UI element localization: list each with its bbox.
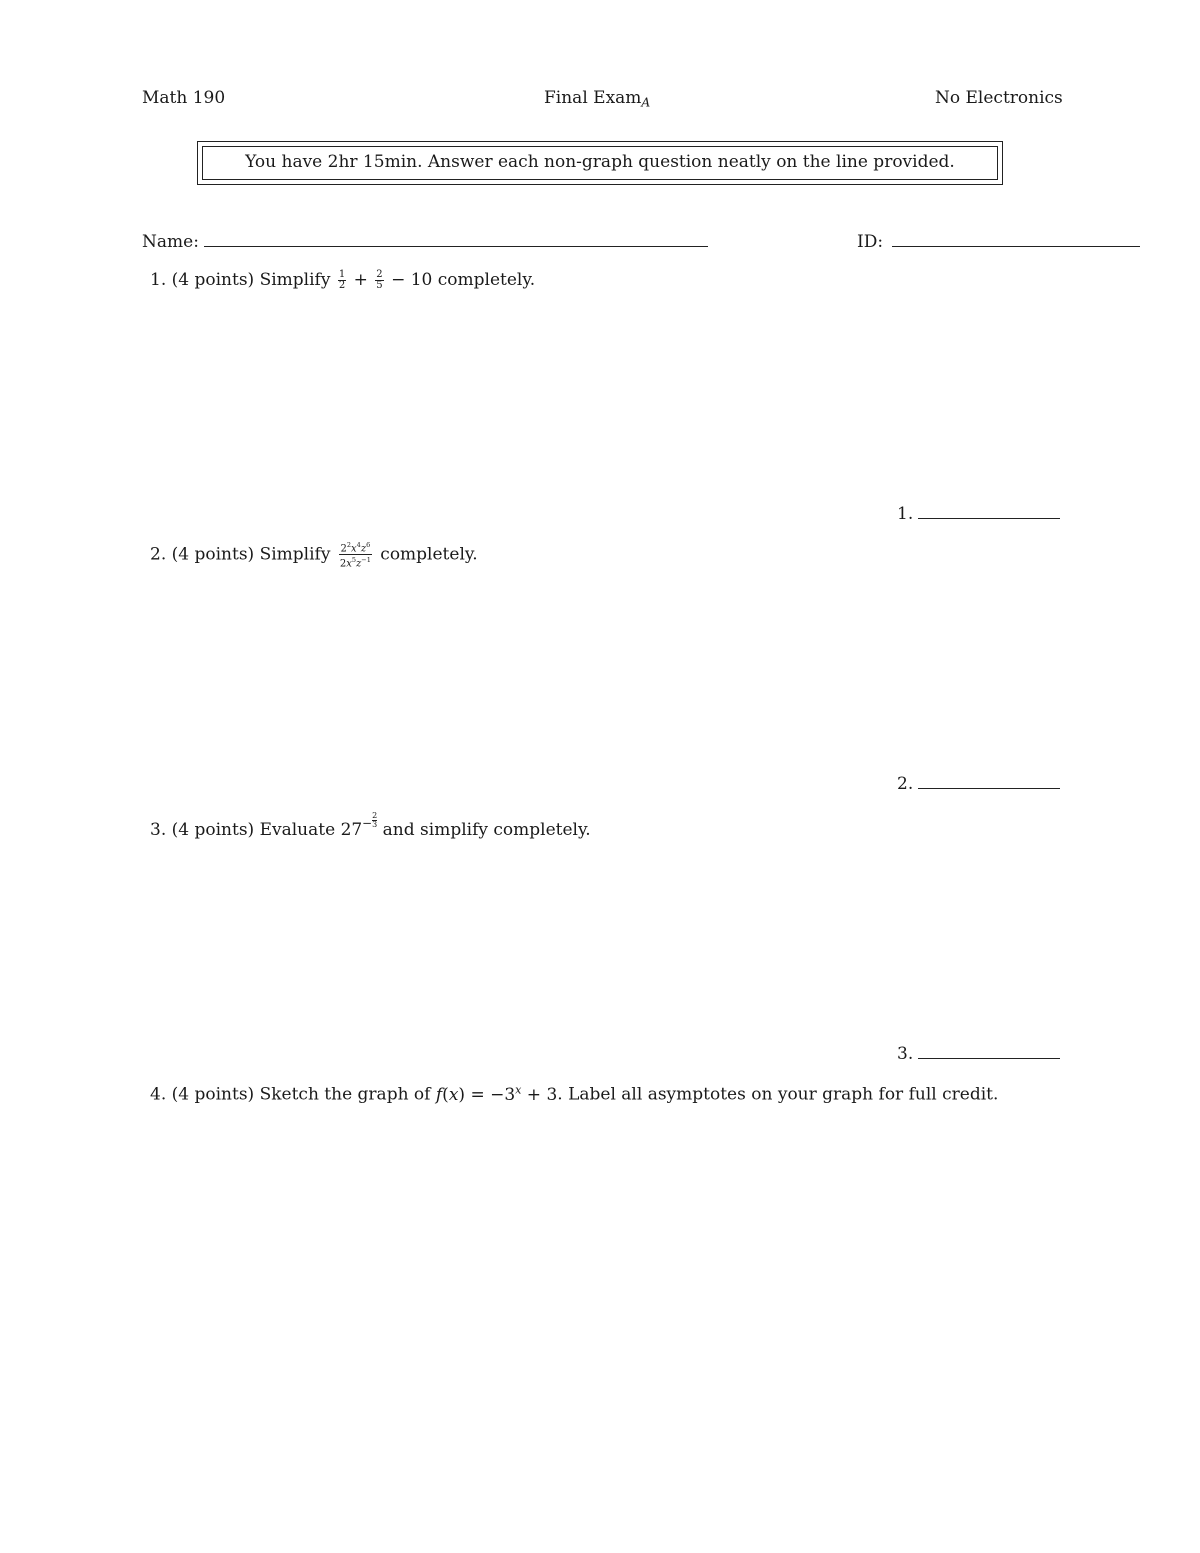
question-tail: and simplify completely.: [382, 820, 591, 840]
question-number: 2.: [150, 544, 167, 565]
instructions-box: [197, 141, 1003, 185]
exponent-fraction: $\frac{2^2x^4z^6}{2x^5z^{-1}}$: [339, 541, 371, 570]
instructions-text: You have 2hr 15min. Answer each non-graph question neatly on the line provided.: [202, 146, 998, 180]
electronics-note: No Electronics: [935, 88, 1063, 108]
question-points: (4 points): [171, 270, 255, 290]
function-expression: $f(x) = -3^x + 3$: [435, 1083, 558, 1105]
question-verb: Simplify: [259, 270, 331, 290]
id-field[interactable]: [892, 246, 1140, 247]
exam-version: A: [641, 95, 651, 110]
question-points: (4 points): [171, 820, 255, 840]
id-label: ID:: [857, 232, 884, 252]
question-points: (4 points): [171, 544, 255, 565]
course-title: Math 190: [142, 88, 226, 108]
fraction-one-half: $\frac{1}{2}$: [338, 269, 346, 291]
question-tail: completely.: [380, 544, 478, 565]
question-verb: Evaluate: [259, 820, 336, 840]
answer-line-2[interactable]: [918, 788, 1060, 789]
fraction-two-fifths: $\frac{2}{5}$: [376, 269, 383, 291]
question-tail: − 10 completely.: [391, 270, 536, 290]
exam-title-text: Final Exam: [544, 88, 642, 108]
name-field[interactable]: [204, 246, 708, 247]
question-points: (4 points): [171, 1084, 255, 1105]
answer-label-2: 2.: [897, 774, 914, 794]
question-number: 3.: [150, 820, 167, 840]
question-2: [150, 540, 478, 570]
exam-title: [544, 88, 650, 110]
name-label: Name:: [142, 232, 199, 252]
question-4: [150, 1083, 998, 1105]
question-verb: Sketch the graph of: [259, 1084, 431, 1105]
question-tail: . Label all asymptotes on your graph for full credit.: [557, 1084, 999, 1105]
question-verb: Simplify: [259, 544, 331, 565]
answer-line-1[interactable]: [918, 518, 1060, 519]
answer-label-3: 3.: [897, 1044, 914, 1064]
answer-line-3[interactable]: [918, 1058, 1060, 1059]
question-3: [150, 812, 591, 840]
question-number: 1.: [150, 270, 167, 290]
question-number: 4.: [150, 1084, 167, 1105]
question-1: 1. (4 points) Simplify $\frac{1}{2}$ + $\frac{2}{5}$ − 10 completely.: [150, 269, 536, 291]
answer-label-1: 1.: [897, 504, 914, 524]
expression-27-power: 27− $\frac{2}{3}$: [340, 811, 378, 840]
